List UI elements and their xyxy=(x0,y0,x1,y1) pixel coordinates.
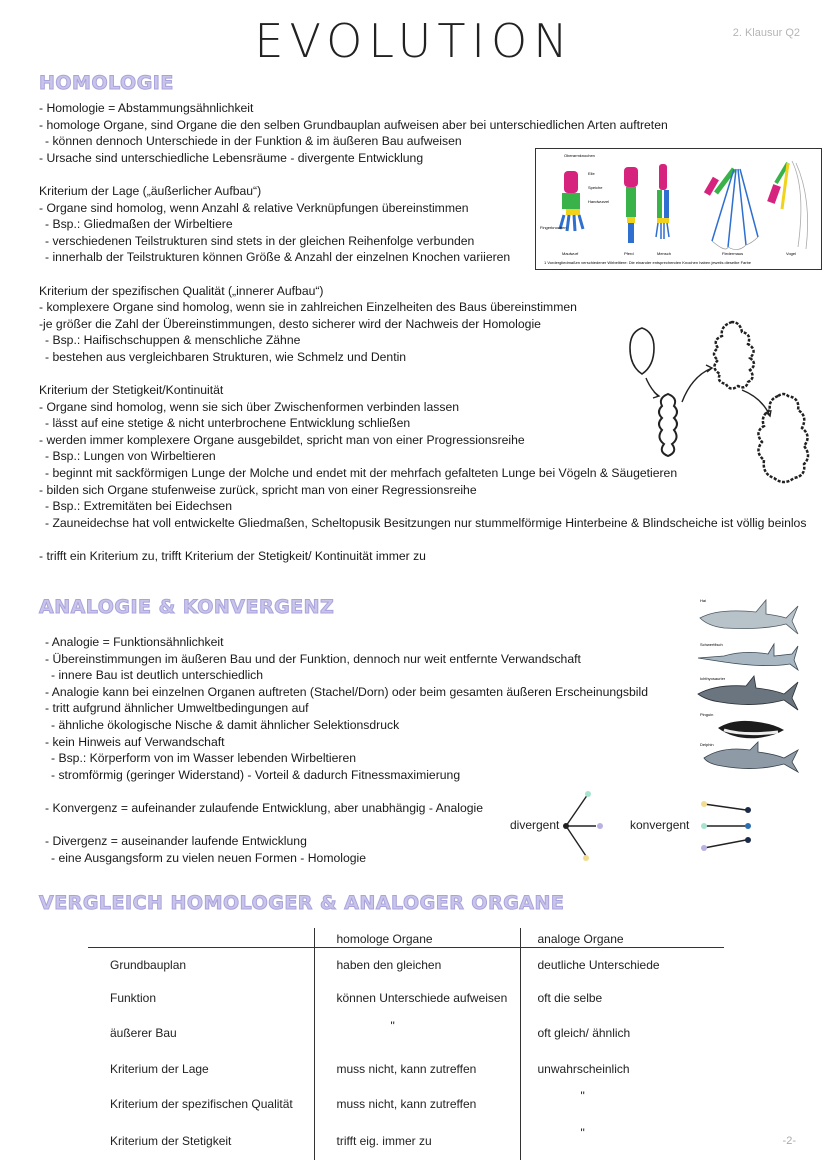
lung-progression-figure xyxy=(612,318,816,490)
table-row xyxy=(88,1085,724,1122)
text-line: - Homologie = Abstammungsähnlichkeit xyxy=(39,101,254,115)
text-line: -je größer die Zahl der Übereinstimmungen, desto sicherer wird der Nachweis der Homologie xyxy=(39,316,541,331)
text-line: - Organe sind homolog, wenn sie sich über Zwischenformen verbinden lassen xyxy=(39,399,460,414)
table-row xyxy=(88,1052,724,1085)
limb-legend-4: Fingerknochen xyxy=(540,225,567,230)
limb-homology-figure xyxy=(535,148,822,270)
page-number: -2- xyxy=(782,1135,796,1147)
text-line: - eine Ausgangsform zu vielen neuen Formen - Homologie xyxy=(51,850,367,865)
table-cell: können Unterschiede aufweisen xyxy=(314,981,520,1014)
text-line: - können dennoch Unterschiede in der Funktion & im äußeren Bau aufweisen xyxy=(45,134,462,149)
bird-limb-icon xyxy=(767,161,807,249)
table-row xyxy=(88,948,724,981)
limb-legend-3: Handwurzel xyxy=(588,199,610,204)
text-line: - homologe Organe, sind Organe die den selben Grundbauplan aufweisen aber bei unterschiedlichen Arten auftreten xyxy=(39,117,668,132)
dolphin-icon xyxy=(704,742,798,772)
text-line: - Zauneidechse hat voll entwickelte Gliedmaßen, Scheltopusik Besitzungen nur stummelförmige Hinterbeine & Blindscheiche ist völlig beinlos xyxy=(45,515,807,530)
text-line: - kein Hinweis auf Verwandschaft xyxy=(45,734,225,749)
text-line: - lässt auf eine stetige & nicht unterbrochene Entwicklung schließen xyxy=(45,416,411,431)
table-cell: muss nicht, kann zutreffen xyxy=(314,1085,520,1122)
konvergent-diagram xyxy=(698,798,756,854)
limb-caption: 1 Vordergliedmaßen verschiedener Wirbeltiere: Die einander entsprechenden Knochen haben jeweils dieselbe Farbe xyxy=(544,260,752,265)
comparison-table-wrapper xyxy=(88,928,724,1160)
table-cell: Grundbauplan xyxy=(110,957,187,972)
table-cell: Funktion xyxy=(110,990,157,1005)
table-cell: " xyxy=(520,1085,724,1122)
table-header-cell xyxy=(88,928,314,948)
text-line: - Bsp.: Extremitäten bei Eidechsen xyxy=(45,499,232,514)
text-line: - Bsp.: Gliedmaßen der Wirbeltiere xyxy=(45,217,233,232)
aquatic-animals-figure xyxy=(694,594,806,774)
table-row xyxy=(88,1122,724,1159)
animal-label-4: Delphin xyxy=(700,742,714,747)
human-limb-icon xyxy=(656,164,669,239)
table-row xyxy=(88,981,724,1014)
text-line: - stromförmig (geringer Widerstand) - Vorteil & dadurch Fitnessmaximierung xyxy=(51,767,461,782)
text-line: - bestehen aus vergleichbaren Strukturen, wie Schmelz und Dentin xyxy=(45,349,407,364)
text-line: - Konvergenz = aufeinander zulaufende Entwicklung, aber unabhängig - Analogie xyxy=(45,800,484,815)
mole-limb-icon xyxy=(560,171,583,231)
text-line: ‐ Analogie = Funktionsähnlichkeit xyxy=(45,635,224,649)
section-heading-vergleich: VERGLEICH HOMOLOGER & ANALOGER ORGANE xyxy=(39,892,565,914)
text-line: - Bsp.: Körperform von im Wasser lebenden Wirbeltieren xyxy=(51,751,357,766)
horse-limb-icon xyxy=(624,167,638,243)
text-line: Kriterium der Lage („äußerlicher Aufbau“) xyxy=(39,183,262,198)
table-cell: äußerer Bau xyxy=(110,1026,177,1041)
text-line: - Bsp.: Haifischschuppen & menschliche Zähne xyxy=(45,333,301,348)
table-cell: Kriterium der Stetigkeit xyxy=(110,1134,232,1149)
text-line: - Divergenz = auseinander laufende Entwicklung xyxy=(45,834,307,849)
limb-label-3: Fledermaus xyxy=(722,251,744,256)
ichthyosaur-icon xyxy=(698,676,798,710)
limb-label-1: Pferd xyxy=(624,251,634,256)
text-line: - innere Bau ist deutlich unterschiedlich xyxy=(51,668,264,683)
text-line: - Analogie kann bei einzelnen Organen auftreten (Stachel/Dorn) oder beim gesamten äußeren Erscheinungsbild xyxy=(45,684,648,699)
text-line: - verschiedenen Teilstrukturen sind stets in der gleichen Reihenfolge verbunden xyxy=(45,233,475,248)
section-heading-analogie: ANALOGIE & KONVERGENZ xyxy=(39,596,335,618)
animal-label-1: Schwertfisch xyxy=(700,642,723,647)
divergent-diagram xyxy=(556,786,608,864)
limb-label-4: Vogel xyxy=(786,251,797,256)
text-line: - bilden sich Organe stufenweise zurück, spricht man von einer Regressionsreihe xyxy=(39,482,477,497)
text-line: - werden immer komplexere Organe ausgebildet, spricht man von einer Progressionsreihe xyxy=(39,432,525,447)
comparison-table xyxy=(88,928,724,1160)
table-header-cell: analoge Organe xyxy=(520,928,724,948)
table-rule xyxy=(88,947,724,948)
text-line: - Organe sind homolog, wenn Anzahl & relative Verknüpfungen übereinstimmen xyxy=(39,200,469,215)
text-line: - Übereinstimmungen im äußeren Bau und der Funktion, dennoch nur weit entfernte Verwandschaft xyxy=(45,651,581,666)
table-cell: oft gleich/ ähnlich xyxy=(520,1015,724,1052)
text-line: Kriterium der spezifischen Qualität („innerer Aufbau“) xyxy=(39,283,324,298)
table-cell: " xyxy=(520,1122,724,1159)
text-line: - ähnliche ökologische Nische & damit ähnlicher Selektionsdruck xyxy=(51,717,400,732)
text-line: - Bsp.: Lungen von Wirbeltieren xyxy=(45,449,216,464)
shark-icon xyxy=(700,600,798,634)
text-line: - Ursache sind unterschiedliche Lebensräume - divergente Entwicklung xyxy=(39,150,424,165)
table-cell: oft die selbe xyxy=(520,981,724,1014)
lung-reptile-icon xyxy=(714,322,754,389)
section-heading-homologie: HOMOLOGIE xyxy=(39,72,174,94)
konvergent-label: konvergent xyxy=(630,818,690,832)
page-title: EVOLUTION xyxy=(254,14,574,68)
limb-legend-1: Elle xyxy=(588,171,595,176)
limb-legend-0: Oberarmknochen xyxy=(564,153,595,158)
text-line: - trifft ein Kriterium zu, trifft Kriterium der Stetigkeit/ Kontinuität immer zu xyxy=(39,549,426,564)
animal-label-3: Pinguin xyxy=(700,712,714,717)
lung-sack-icon xyxy=(630,328,654,374)
text-line: Kriterium der Stetigkeit/Kontinuität xyxy=(39,383,224,398)
animal-label-2: Ichthyosaurier xyxy=(700,676,726,681)
text-line: - innerhalb der Teilstrukturen können Größe & Anzahl der einzelnen Knochen variieren xyxy=(45,250,511,265)
lung-mammal-icon xyxy=(758,394,808,482)
table-cell: muss nicht, kann zutreffen xyxy=(314,1052,520,1085)
table-cell: unwahrscheinlich xyxy=(520,1052,724,1085)
text-line: - tritt aufgrund ähnlicher Umweltbedingungen auf xyxy=(45,701,309,716)
table-row xyxy=(88,1015,724,1052)
limb-svg xyxy=(536,149,821,269)
swordfish-icon xyxy=(698,644,798,670)
divergent-label: divergent xyxy=(510,818,560,832)
table-cell: deutliche Unterschiede xyxy=(520,948,724,981)
table-header-row xyxy=(88,928,724,948)
text-line: - komplexere Organe sind homolog, wenn sie in zahlreichen Einzelheiten des Baus übereinstimmen xyxy=(39,300,577,315)
table-cell: " xyxy=(314,1015,520,1052)
bat-limb-icon xyxy=(704,169,758,250)
text-line: - beginnt mit sackförmigen Lunge der Molche und endet mit der mehrfach gefalteten Lunge bei Vögeln & Säugetieren xyxy=(45,466,678,481)
exam-label: 2. Klausur Q2 xyxy=(732,27,800,39)
limb-label-0: Maulwurf xyxy=(562,251,579,256)
table-cell: Kriterium der spezifischen Qualität xyxy=(110,1096,293,1111)
limb-label-2: Mensch xyxy=(657,251,672,256)
lung-frog-icon xyxy=(659,394,677,456)
table-cell: Kriterium der Lage xyxy=(110,1061,209,1076)
limb-legend-2: Speiche xyxy=(588,185,603,190)
table-cell: trifft eig. immer zu xyxy=(314,1122,520,1159)
table-header-cell: homologe Organe xyxy=(314,928,520,948)
blank-line xyxy=(39,531,806,548)
table-cell: haben den gleichen xyxy=(314,948,520,981)
animal-label-0: Hai xyxy=(700,598,707,603)
